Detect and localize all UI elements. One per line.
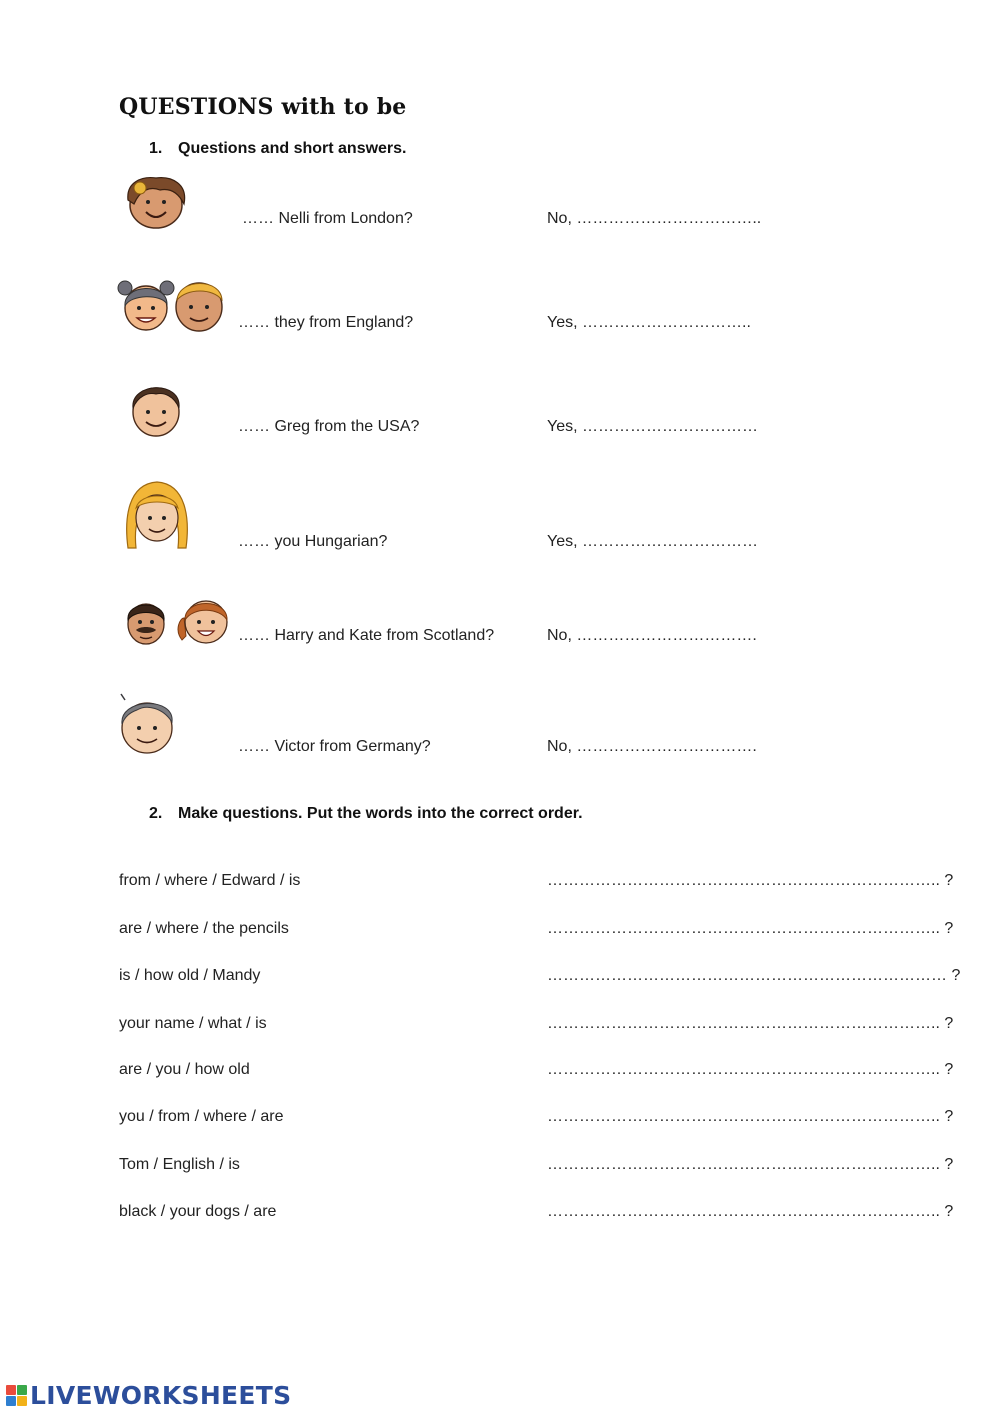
question-2: …… they from England?: [238, 314, 414, 331]
girl-blonde-hair-face-icon: [122, 478, 192, 554]
word-order-answer-blank[interactable]: ……………………………………………………………….. ?: [547, 872, 954, 889]
man-and-girl-faces-icon: [124, 596, 234, 648]
question-5: …… Harry and Kate from Scotland?: [238, 627, 495, 644]
question-3: …… Greg from the USA?: [238, 418, 420, 435]
boy-grey-hair-face-icon: [117, 692, 177, 756]
question-6: …… Victor from Germany?: [238, 738, 431, 755]
word-order-prompt: are / you / how old: [119, 1061, 250, 1078]
word-order-answer-blank[interactable]: ……………………………………………………………….. ?: [547, 1156, 954, 1173]
word-order-answer-blank[interactable]: ……………………………………………………………….. ?: [547, 1203, 954, 1220]
answer-blank-6[interactable]: No, …………………………….: [547, 738, 757, 755]
section-2-title: Make questions. Put the words into the correct order.: [178, 805, 583, 822]
word-order-answer-blank[interactable]: ……………………………………………………………….. ?: [547, 920, 954, 937]
word-order-prompt: black / your dogs / are: [119, 1203, 277, 1220]
section-1-title: Questions and short answers.: [178, 140, 407, 157]
logo-blocks-icon: [6, 1385, 27, 1406]
word-order-prompt: are / where / the pencils: [119, 920, 289, 937]
word-order-answer-blank[interactable]: ……………………………………………………………….. ?: [547, 1108, 954, 1125]
word-order-prompt: you / from / where / are: [119, 1108, 284, 1125]
answer-blank-4[interactable]: Yes, ……………………………: [547, 533, 758, 550]
liveworksheets-logo[interactable]: [6, 1380, 291, 1410]
girl-brown-hair-face-icon: [120, 174, 190, 232]
word-order-prompt: Tom / English / is: [119, 1156, 240, 1173]
section-1-number: 1.: [149, 140, 163, 157]
page-title: QUESTIONS with to be: [119, 94, 407, 120]
answer-blank-2[interactable]: Yes, …………………………..: [547, 314, 751, 331]
question-1: …… Nelli from London?: [242, 210, 413, 227]
section-2-heading: [149, 805, 583, 823]
answer-blank-3[interactable]: Yes, ……………………………: [547, 418, 758, 435]
section-2-number: 2.: [149, 805, 163, 822]
word-order-answer-blank[interactable]: ……………………………………………………………….. ?: [547, 1061, 954, 1078]
question-4: …… you Hungarian?: [238, 533, 388, 550]
two-children-faces-icon: [117, 276, 227, 336]
word-order-answer-blank[interactable]: ……………………………………………………………….. ?: [547, 1015, 954, 1032]
boy-dark-hair-face-icon: [128, 378, 184, 440]
word-order-prompt: from / where / Edward / is: [119, 872, 301, 889]
word-order-prompt: is / how old / Mandy: [119, 967, 261, 984]
word-order-answer-blank[interactable]: ………………………………………………………………… ?: [547, 967, 961, 984]
answer-blank-1[interactable]: No, ……………………………..: [547, 210, 762, 227]
answer-blank-5[interactable]: No, …………………………….: [547, 627, 757, 644]
brand-name: LIVEWORKSHEETS: [30, 1380, 292, 1410]
word-order-prompt: your name / what / is: [119, 1015, 267, 1032]
section-1-heading: [149, 140, 407, 158]
